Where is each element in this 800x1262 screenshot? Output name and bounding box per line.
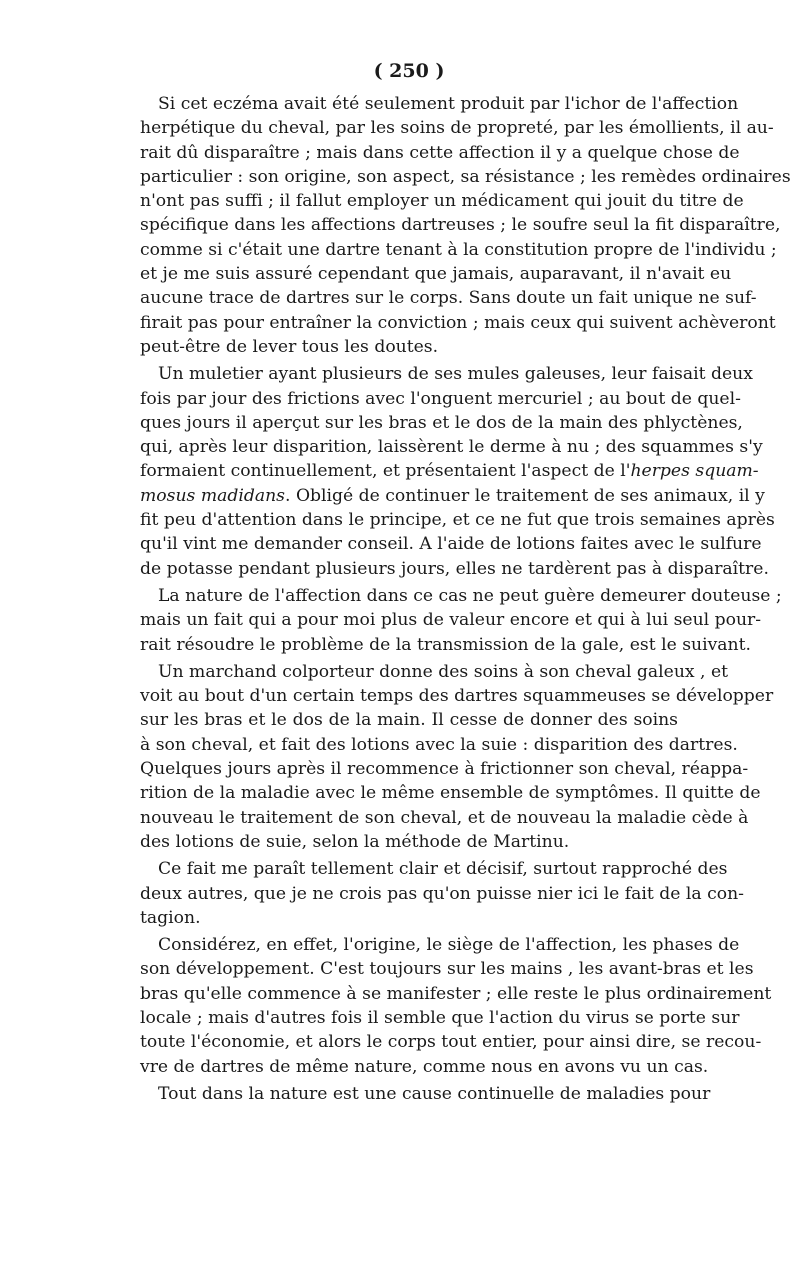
- page-number: ( 250 ): [373, 60, 445, 82]
- text-line: nouveau le traitement de son cheval, et de nouveau la maladie cède à: [140, 807, 749, 828]
- paragraph-1: [140, 92, 791, 359]
- text-line: qui, après leur disparition, laissèrent le derme à nu ; des squammes s'y: [140, 437, 763, 458]
- text-line: toute l'économie, et alors le corps tout entier, pour ainsi dire, se recou-: [140, 1032, 762, 1053]
- text-line: mais un fait qui a pour moi plus de valeur encore et qui à lui seul pour-: [140, 610, 762, 631]
- text-line: rait résoudre le problème de la transmission de la gale, est le suivant.: [140, 634, 751, 655]
- text-line: tagion.: [140, 907, 201, 928]
- paragraph-6: [140, 933, 772, 1079]
- document-page: [140, 58, 791, 1106]
- paragraph-7: [140, 1082, 711, 1106]
- text-fragment: formaient continuellement, et présentaient l'aspect de l': [140, 461, 631, 482]
- paragraph-5: [140, 857, 744, 930]
- text-fragment: . Obligé de continuer le traitement de ses animaux, il y: [285, 485, 765, 506]
- text-line: La nature de l'affection dans ce cas ne peut guère demeurer douteuse ;: [158, 585, 782, 606]
- text-line: vre de dartres de même nature, comme nous en avons vu un cas.: [140, 1056, 709, 1077]
- text-line: Un marchand colporteur donne des soins à son cheval galeux , et: [158, 661, 729, 682]
- text-line: qu'il vint me demander conseil. A l'aide de lotions faites avec le sulfure: [140, 534, 762, 555]
- text-line: Si cet eczéma avait été seulement produit par l'ichor de l'affection: [158, 94, 739, 114]
- text-line: bras qu'elle commence à se manifester ; elle reste le plus ordinairement: [140, 983, 772, 1004]
- text-line: rait dû disparaître ; mais dans cette affection il y a quelque chose de: [140, 142, 740, 163]
- text-line: des lotions de suie, selon la méthode de Martinu.: [140, 831, 570, 852]
- text-line: n'ont pas suffi ; il fallut employer un médicament qui jouit du titre de: [140, 191, 744, 212]
- text-line: aucune trace de dartres sur le corps. Sans doute un fait unique ne suf-: [140, 288, 757, 309]
- text-line: voit au bout d'un certain temps des dartres squammeuses se développer: [140, 686, 774, 707]
- text-line: locale ; mais d'autres fois il semble que l'action du virus se porte sur: [140, 1007, 740, 1028]
- paragraph-4: [140, 660, 774, 854]
- text-line: spécifique dans les affections dartreuses ; le soufre seul la fit disparaître,: [140, 215, 781, 236]
- text-line: Tout dans la nature est une cause continuelle de maladies pour: [158, 1083, 711, 1104]
- text-line: de potasse pendant plusieurs jours, elles ne tardèrent pas à disparaître.: [140, 558, 769, 579]
- text-line: rition de la maladie avec le même ensemble de symptômes. Il quitte de: [140, 783, 761, 804]
- text-line: sur les bras et le dos de la main. Il cesse de donner des soins: [140, 710, 678, 731]
- text-line: deux autres, que je ne crois pas qu'on puisse nier ici le fait de la con-: [140, 883, 744, 904]
- text-line: comme si c'était une dartre tenant à la constitution propre de l'individu ;: [140, 239, 777, 260]
- italic-term: mosus madidans: [140, 485, 286, 506]
- text-line: ques jours il aperçut sur les bras et le dos de la main des phlyctènes,: [140, 412, 743, 433]
- paragraph-2: [140, 362, 775, 581]
- italic-term: herpes squam-: [630, 461, 759, 482]
- text-line: fois par jour des frictions avec l'onguent mercuriel ; au bout de quel-: [140, 388, 741, 409]
- text-line: Considérez, en effet, l'origine, le siège de l'affection, les phases de: [158, 935, 740, 956]
- text-line: Ce fait me paraît tellement clair et décisif, surtout rapproché des: [158, 859, 728, 880]
- text-line: fit peu d'attention dans le principe, et ce ne fut que trois semaines après: [140, 510, 775, 531]
- text-line: son développement. C'est toujours sur les mains , les avant-bras et les: [140, 959, 754, 980]
- text-line: Un muletier ayant plusieurs de ses mules galeuses, leur faisait deux: [158, 364, 753, 385]
- text-line: firait pas pour entraîner la conviction ; mais ceux qui suivent achèveront: [140, 312, 776, 333]
- text-line: peut-être de lever tous les doutes.: [140, 336, 439, 357]
- text-line: [140, 459, 759, 483]
- text-line: Quelques jours après il recommence à frictionner son cheval, réappa-: [140, 759, 749, 780]
- text-line: herpétique du cheval, par les soins de propreté, par les émollients, il au-: [140, 118, 774, 139]
- text-line: et je me suis assuré cependant que jamais, auparavant, il n'avait eu: [140, 264, 732, 285]
- text-line: [140, 484, 765, 508]
- text-line: particulier : son origine, son aspect, sa résistance ; les remèdes ordinaires: [140, 166, 791, 187]
- text-line: à son cheval, et fait des lotions avec la suie : disparition des dartres.: [140, 734, 738, 755]
- paragraph-3: [140, 584, 782, 657]
